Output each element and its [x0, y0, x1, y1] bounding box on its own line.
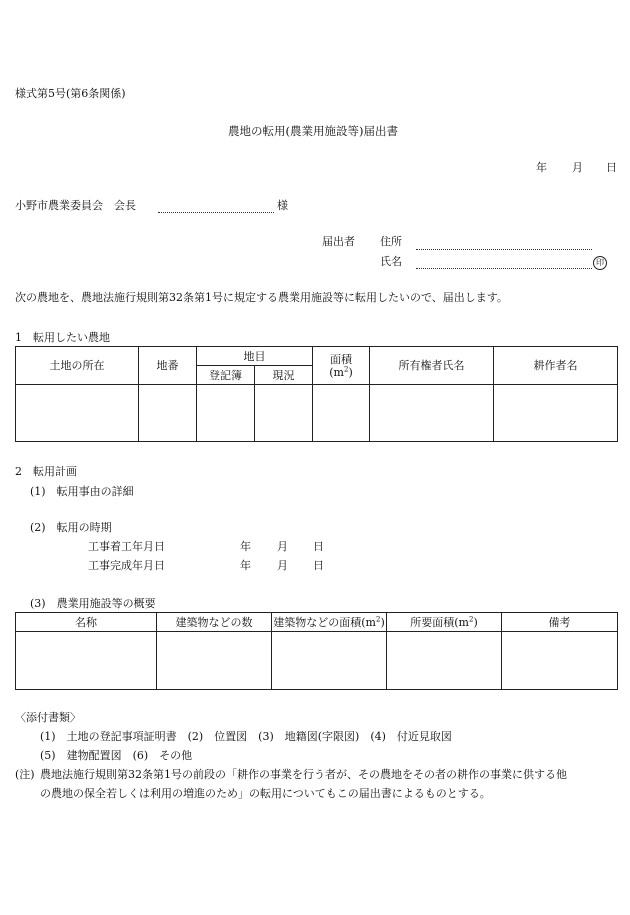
applicant-name-line[interactable] [416, 268, 592, 269]
table-row [16, 385, 618, 442]
end-year-label: 年 [240, 559, 251, 572]
document-title: 農地の転用(農業用施設等)届出書 [228, 124, 398, 138]
cell-current[interactable] [255, 385, 313, 442]
farmland-table [15, 346, 618, 442]
applicant-name-label: 氏名 [380, 255, 402, 268]
cell-location[interactable] [16, 385, 139, 442]
cell-remarks[interactable] [502, 632, 618, 690]
col-land-category: 地目 [197, 347, 313, 366]
attachments-line1: (1) 土地の登記事項証明書 (2) 位置図 (3) 地籍図(字限図) (4) 付近見取図 [40, 730, 452, 743]
col-remarks: 備考 [502, 613, 618, 632]
form-number: 様式第5号(第6条関係) [15, 87, 126, 100]
date-month-label: 月 [572, 161, 583, 174]
section2-heading: 2 転用計画 [15, 465, 77, 478]
addressee-name-line[interactable] [158, 212, 274, 213]
col-area-unit-close: ) [348, 365, 353, 379]
date-day-label: 日 [606, 161, 617, 174]
col-area [313, 347, 370, 385]
col-current: 現況 [255, 366, 313, 385]
col-registry: 登記簿 [197, 366, 255, 385]
intro-text: 次の農地を、農地法施行規則第32条第1号に規定する農業用施設等に転用したいので、届出します。 [15, 291, 508, 304]
cell-cultivator[interactable] [494, 385, 618, 442]
col-required-area-sup: 2 [468, 614, 474, 623]
cell-required-area[interactable] [387, 632, 502, 690]
col-required-area [387, 613, 502, 632]
col-area-unit: (m [329, 365, 344, 379]
seal-mark: 印 [593, 256, 607, 270]
attachments-line2: (5) 建物配置図 (6) その他 [40, 749, 193, 762]
addressee-honorific: 様 [277, 199, 288, 212]
cell-lot-number[interactable] [139, 385, 197, 442]
facility-table [15, 612, 618, 690]
col-area-unit-sup: 2 [343, 365, 349, 374]
col-building-count: 建築物などの数 [157, 613, 272, 632]
date-year-label: 年 [536, 161, 547, 174]
col-required-area-close: ) [473, 615, 478, 629]
end-month-label: 月 [277, 559, 288, 572]
applicant-address-line[interactable] [416, 249, 592, 250]
col-cultivator: 耕作者名 [494, 347, 618, 385]
col-owner: 所有権者氏名 [370, 347, 494, 385]
table-row [16, 632, 618, 690]
col-building-area-label: 建築物などの面積(m [273, 615, 376, 629]
section1-heading: 1 転用したい農地 [15, 331, 110, 344]
applicant-address-label: 住所 [380, 235, 402, 248]
col-location: 土地の所在 [16, 347, 139, 385]
addressee-committee: 小野市農業委員会 会長 [15, 199, 136, 212]
construction-start-label: 工事着工年月日 [88, 540, 165, 553]
col-facility-name: 名称 [16, 613, 157, 632]
cell-owner[interactable] [370, 385, 494, 442]
note-label: (注) [15, 768, 35, 781]
end-day-label: 日 [313, 559, 324, 572]
start-day-label: 日 [313, 540, 324, 553]
start-month-label: 月 [277, 540, 288, 553]
col-building-area-close: ) [380, 615, 385, 629]
note-line2: の農地の保全若しくは利用の増進のため」の転用についてもこの届出書によるものとする。 [40, 787, 491, 800]
col-building-area-sup: 2 [375, 614, 381, 623]
cell-facility-name[interactable] [16, 632, 157, 690]
note-line1: 農地法施行規則第32条第1号の前段の「耕作の事業を行う者が、その農地をその者の耕作の事業に供する他 [40, 768, 567, 781]
applicant-label: 届出者 [322, 235, 355, 248]
section2-item1: (1) 転用事由の詳細 [30, 485, 134, 498]
construction-end-label: 工事完成年月日 [88, 559, 165, 572]
attachments-heading: 〈添付書類〉 [15, 711, 81, 724]
cell-building-count[interactable] [157, 632, 272, 690]
cell-building-area[interactable] [272, 632, 387, 690]
section2-item2: (2) 転用の時期 [30, 521, 112, 534]
cell-area[interactable] [313, 385, 370, 442]
col-area-label: 面積 [330, 352, 352, 366]
section2-item3: (3) 農業用施設等の概要 [30, 597, 156, 610]
start-year-label: 年 [240, 540, 251, 553]
col-lot-number: 地番 [139, 347, 197, 385]
col-building-area [272, 613, 387, 632]
col-required-area-label: 所要面積(m [410, 615, 469, 629]
cell-registry[interactable] [197, 385, 255, 442]
